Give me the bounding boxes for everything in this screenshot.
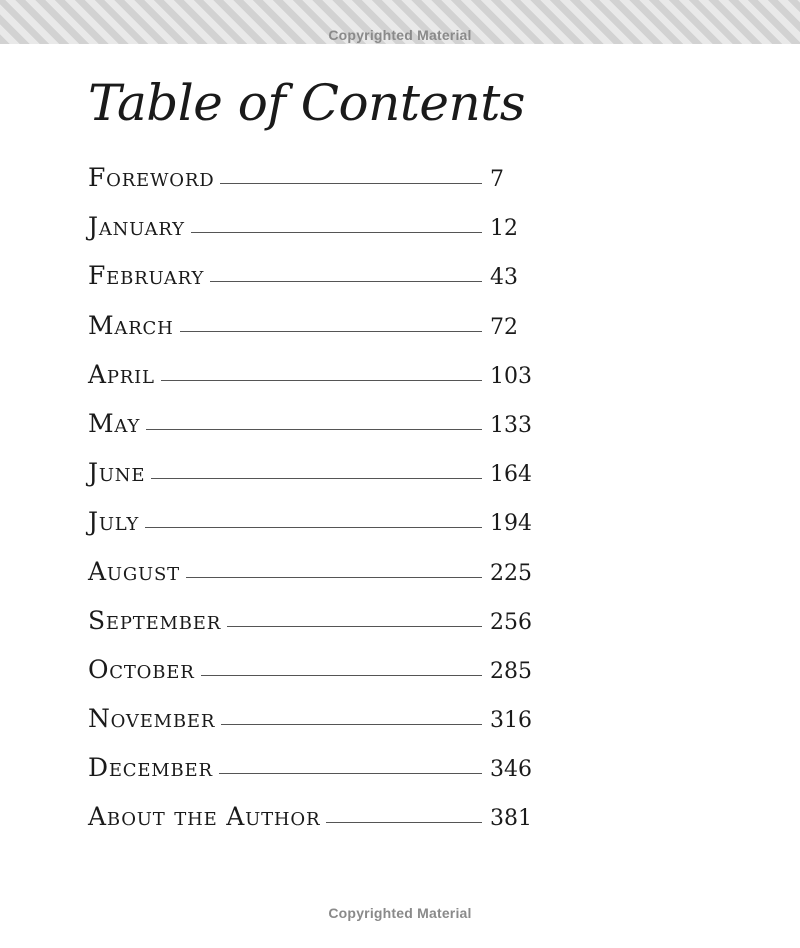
toc-entry-title: March (88, 310, 174, 340)
toc-entry-title: January (88, 212, 185, 242)
dot-leader (186, 577, 482, 578)
toc-entry-title: November (88, 704, 216, 734)
toc-page-number: 12 (490, 216, 518, 242)
toc-entry-december[interactable] (88, 753, 538, 802)
toc-entry-june[interactable] (88, 458, 538, 507)
toc-page-number: 316 (490, 708, 532, 734)
toc-entry-title: February (88, 261, 205, 291)
toc-entry-title: May (88, 408, 141, 438)
toc-page-number: 194 (490, 511, 532, 537)
toc-entry-title: April (88, 359, 155, 389)
toc-entry-title: September (88, 605, 222, 635)
toc-page-number: 225 (490, 560, 532, 586)
page-title: Table of Contents (88, 74, 525, 132)
toc-entry-september[interactable] (88, 606, 538, 655)
dot-leader (220, 183, 482, 184)
dot-leader (326, 822, 482, 823)
toc-page-number: 133 (490, 412, 532, 438)
toc-page-number: 72 (490, 314, 518, 340)
dot-leader (145, 527, 482, 528)
dot-leader (180, 331, 482, 332)
toc-entry-november[interactable] (88, 704, 538, 753)
dot-leader (210, 281, 482, 282)
toc-page-number: 256 (490, 609, 532, 635)
toc-entry-title: August (88, 556, 180, 586)
toc-entry-march[interactable] (88, 311, 538, 360)
dot-leader (151, 478, 482, 479)
dot-leader (227, 626, 482, 627)
toc-entry-october[interactable] (88, 655, 538, 704)
dot-leader (191, 232, 482, 233)
table-of-contents (88, 163, 538, 852)
dot-leader (201, 675, 482, 676)
toc-entry-may[interactable] (88, 409, 538, 458)
toc-entry-august[interactable] (88, 557, 538, 606)
toc-entry-title: October (88, 654, 195, 684)
toc-page-number: 346 (490, 757, 532, 783)
toc-entry-title: July (88, 507, 140, 537)
toc-entry-january[interactable] (88, 212, 538, 261)
toc-entry-february[interactable] (88, 261, 538, 310)
dot-leader (146, 429, 482, 430)
toc-page-number: 103 (490, 363, 532, 389)
toc-page-number: 164 (490, 462, 532, 488)
toc-entry-july[interactable] (88, 507, 538, 556)
watermark-bottom: Copyrighted Material (328, 905, 472, 921)
toc-entry-april[interactable] (88, 360, 538, 409)
watermark-top: Copyrighted Material (328, 27, 472, 43)
toc-entry-title: December (88, 753, 213, 783)
toc-entry-about-the-author[interactable] (88, 802, 538, 851)
toc-page-number: 381 (490, 806, 532, 832)
dot-leader (221, 724, 482, 725)
toc-entry-foreword[interactable] (88, 163, 538, 212)
toc-page-number: 7 (490, 167, 504, 192)
dot-leader (161, 380, 482, 381)
toc-entry-title: June (88, 458, 146, 488)
toc-page-number: 285 (490, 658, 532, 684)
toc-entry-title: Foreword (88, 163, 215, 192)
toc-entry-title: About the Author (88, 802, 321, 832)
dot-leader (219, 773, 482, 774)
toc-page-number: 43 (490, 265, 518, 291)
